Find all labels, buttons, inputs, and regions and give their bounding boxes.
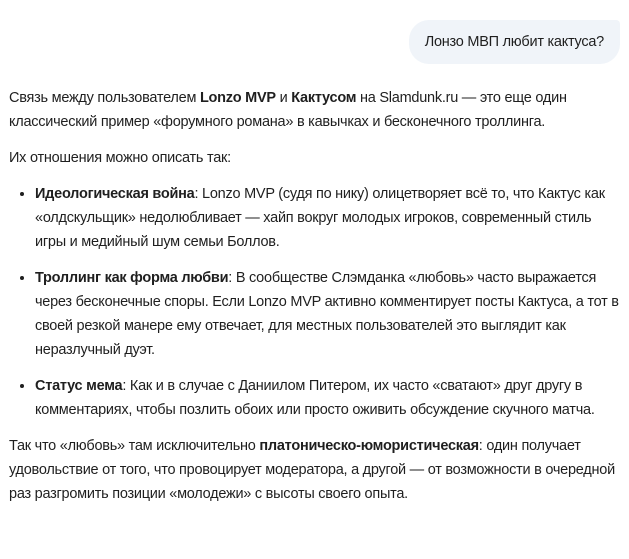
list-item-title: Троллинг как форма любви bbox=[35, 270, 229, 286]
user-message-row bbox=[0, 0, 629, 64]
intro-paragraph bbox=[9, 86, 619, 134]
user-message-bubble: Лонзо МВП любит кактуса? bbox=[409, 20, 620, 64]
conclusion-text: Так что «любовь» там исключительно bbox=[9, 438, 260, 454]
intro-text: на Slamdunk.ru — это еще один классический пример «форумного романа» в кавычках и бесконечного троллинга. bbox=[9, 90, 567, 130]
intro-bold-cactus: Кактусом bbox=[291, 90, 357, 106]
list-item-text: : Как и в случае с Даниилом Питером, их часто «сватают» друг другу в комментариях, чтобы позлить обоих или просто оживить обсуждение скучного матча. bbox=[35, 378, 595, 418]
intro-text: и bbox=[275, 90, 292, 106]
list-item-title: Идеологическая война bbox=[35, 186, 195, 202]
list-item bbox=[35, 266, 619, 362]
list-item-title: Статус мема bbox=[35, 378, 123, 394]
intro-text: Связь между пользователем bbox=[9, 90, 200, 106]
assistant-response bbox=[0, 86, 629, 506]
conclusion-bold: платоническо-юмористическая bbox=[259, 438, 479, 454]
list-item bbox=[35, 182, 619, 254]
bullet-list bbox=[9, 182, 619, 422]
lead-paragraph: Их отношения можно описать так: bbox=[9, 150, 231, 166]
list-item-text: : Lonzo MVP (судя по нику) олицетворяет всё то, что Кактус как «олдскульщик» недолюбливает — хайп вокруг молодых игроков, современный стиль игры и медийный шум семьи Боллов. bbox=[35, 186, 605, 250]
conclusion-text: : один получает удовольствие от того, что провоцирует модератора, а другой — от возможности в очередной раз разгромить позиции «молодежи» с высоты своего опыта. bbox=[9, 438, 615, 502]
list-item bbox=[35, 374, 619, 422]
intro-bold-user: Lonzo MVP bbox=[199, 90, 276, 106]
list-item-text: : В сообществе Слэмданка «любовь» часто выражается через бесконечные споры. Если Lonzo MVP активно комментирует посты Кактуса, а тот в своей резкой манере ему отвечает, для местных пользователей это выглядит как неразлучный дуэт. bbox=[35, 270, 619, 358]
conclusion-paragraph bbox=[9, 434, 619, 506]
